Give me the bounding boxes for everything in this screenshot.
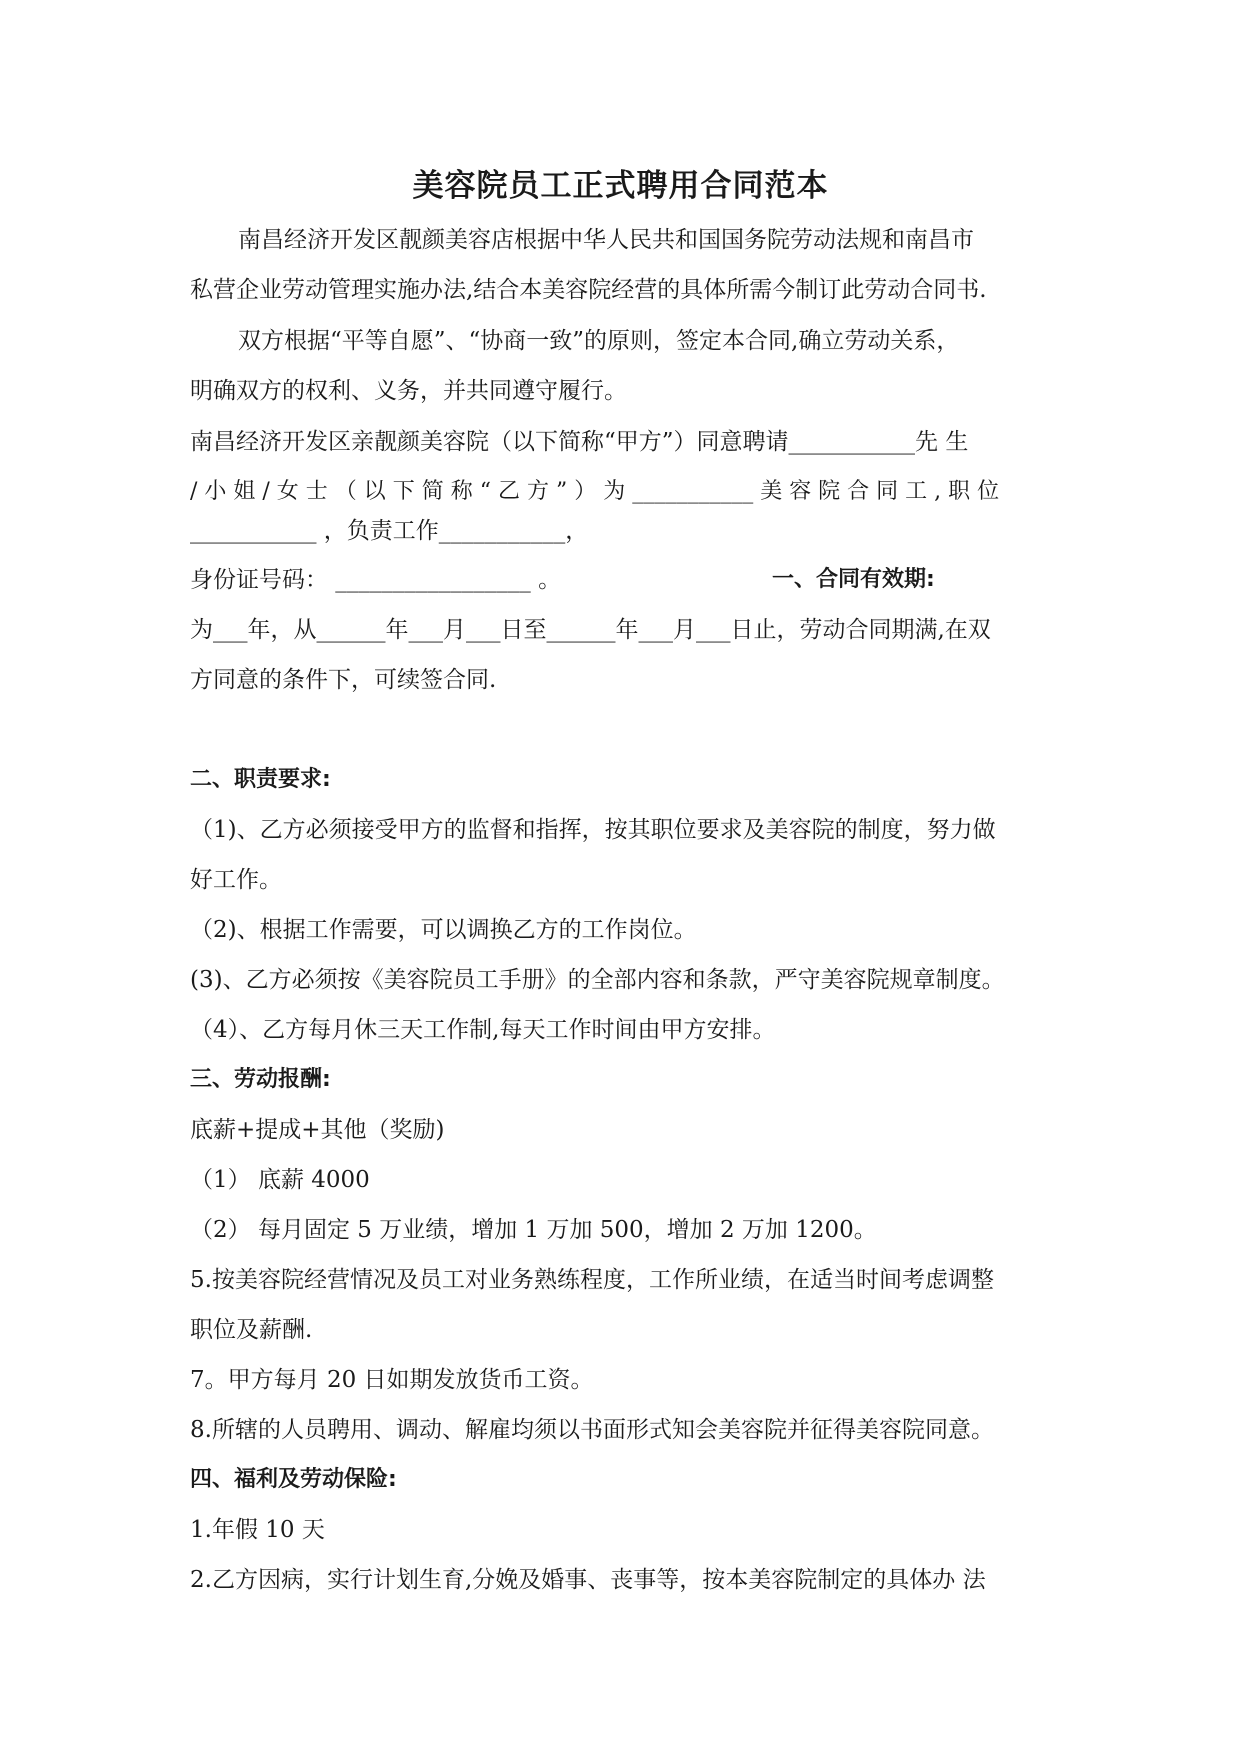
section-2-item-3: (3)、乙方必须按《美容院员工手册》的全部内容和条款，严守美容院规章制度。 <box>190 967 1005 993</box>
section-2-item-2: （2)、根据工作需要，可以调换乙方的工作岗位。 <box>190 917 697 943</box>
section-1-line-1: 为___年，从______年___月___日至______年___月___日止，劳动合同期满,在双 <box>190 617 991 643</box>
document-title: 美容院员工正式聘用合同范本 <box>412 168 829 204</box>
section-4-item-1: 1.年假 10 天 <box>190 1517 325 1543</box>
section-3-heading: 三、劳动报酬: <box>190 1067 331 1092</box>
section-2-item-1-line-1: （1)、乙方必须接受甲方的监督和指挥，按其职位要求及美容院的制度，努力做 <box>190 817 996 843</box>
intro-paragraph-3-line-3: ___________ ，负责工作___________， <box>190 518 589 544</box>
intro-paragraph-1-line-2: 私营企业劳动管理实施办法,结合本美容院经营的具体所需今制订此劳动合同书. <box>190 277 987 303</box>
section-3-formula: 底薪+提成+其他（奖励) <box>190 1117 445 1143</box>
section-3-item-7: 7。甲方每月 20 日如期发放货币工资。 <box>190 1367 594 1393</box>
section-4-item-2: 2.乙方因病，实行计划生育,分娩及婚事、丧事等，按本美容院制定的具体办 法 <box>190 1567 986 1593</box>
section-3-item-2: （2） 每月固定 5 万业绩，增加 1 万加 500，增加 2 万加 1200。 <box>190 1217 877 1243</box>
intro-paragraph-2-line-2: 明确双方的权利、义务，并共同遵守履行。 <box>190 378 627 404</box>
section-2-heading: 二、职责要求: <box>190 767 331 792</box>
section-4-heading: 四、福利及劳动保险: <box>190 1467 397 1492</box>
intro-paragraph-3-line-2: / 小 姐 / 女 士 （ 以 下 简 称 “ 乙 方 ” ） 为 ___________ 美 容 院 合 同 工 , 职 位 <box>190 479 1000 504</box>
intro-paragraph-1-line-1: 南昌经济开发区靓颜美容店根据中华人民共和国国务院劳动法规和南昌市 <box>238 227 974 253</box>
section-1-line-2: 方同意的条件下，可续签合同. <box>190 667 497 693</box>
section-2-item-4: （4）、乙方每月休三天工作制,每天工作时间由甲方安排。 <box>190 1017 776 1043</box>
intro-paragraph-2-line-1: 双方根据“平等自愿”、“协商一致”的原则，签定本合同,确立劳动关系， <box>238 328 960 354</box>
section-3-item-1: （1） 底薪 4000 <box>190 1167 370 1193</box>
section-3-item-5-line-2: 职位及薪酬. <box>190 1317 313 1343</box>
section-2-item-1-line-2: 好工作。 <box>190 867 282 893</box>
id-number-line: 身份证号码： _________________ 。 <box>190 567 562 593</box>
section-3-item-8: 8.所辖的人员聘用、调动、解雇均须以书面形式知会美容院并征得美容院同意。 <box>190 1417 994 1443</box>
intro-paragraph-3-line-1: 南昌经济开发区亲靓颜美容院（以下简称“甲方”）同意聘请___________先 生 <box>190 429 969 455</box>
section-1-heading: 一、合同有效期: <box>772 567 935 592</box>
section-3-item-5-line-1: 5.按美容院经营情况及员工对业务熟练程度，工作所业绩，在适当时间考虑调整 <box>190 1267 994 1293</box>
